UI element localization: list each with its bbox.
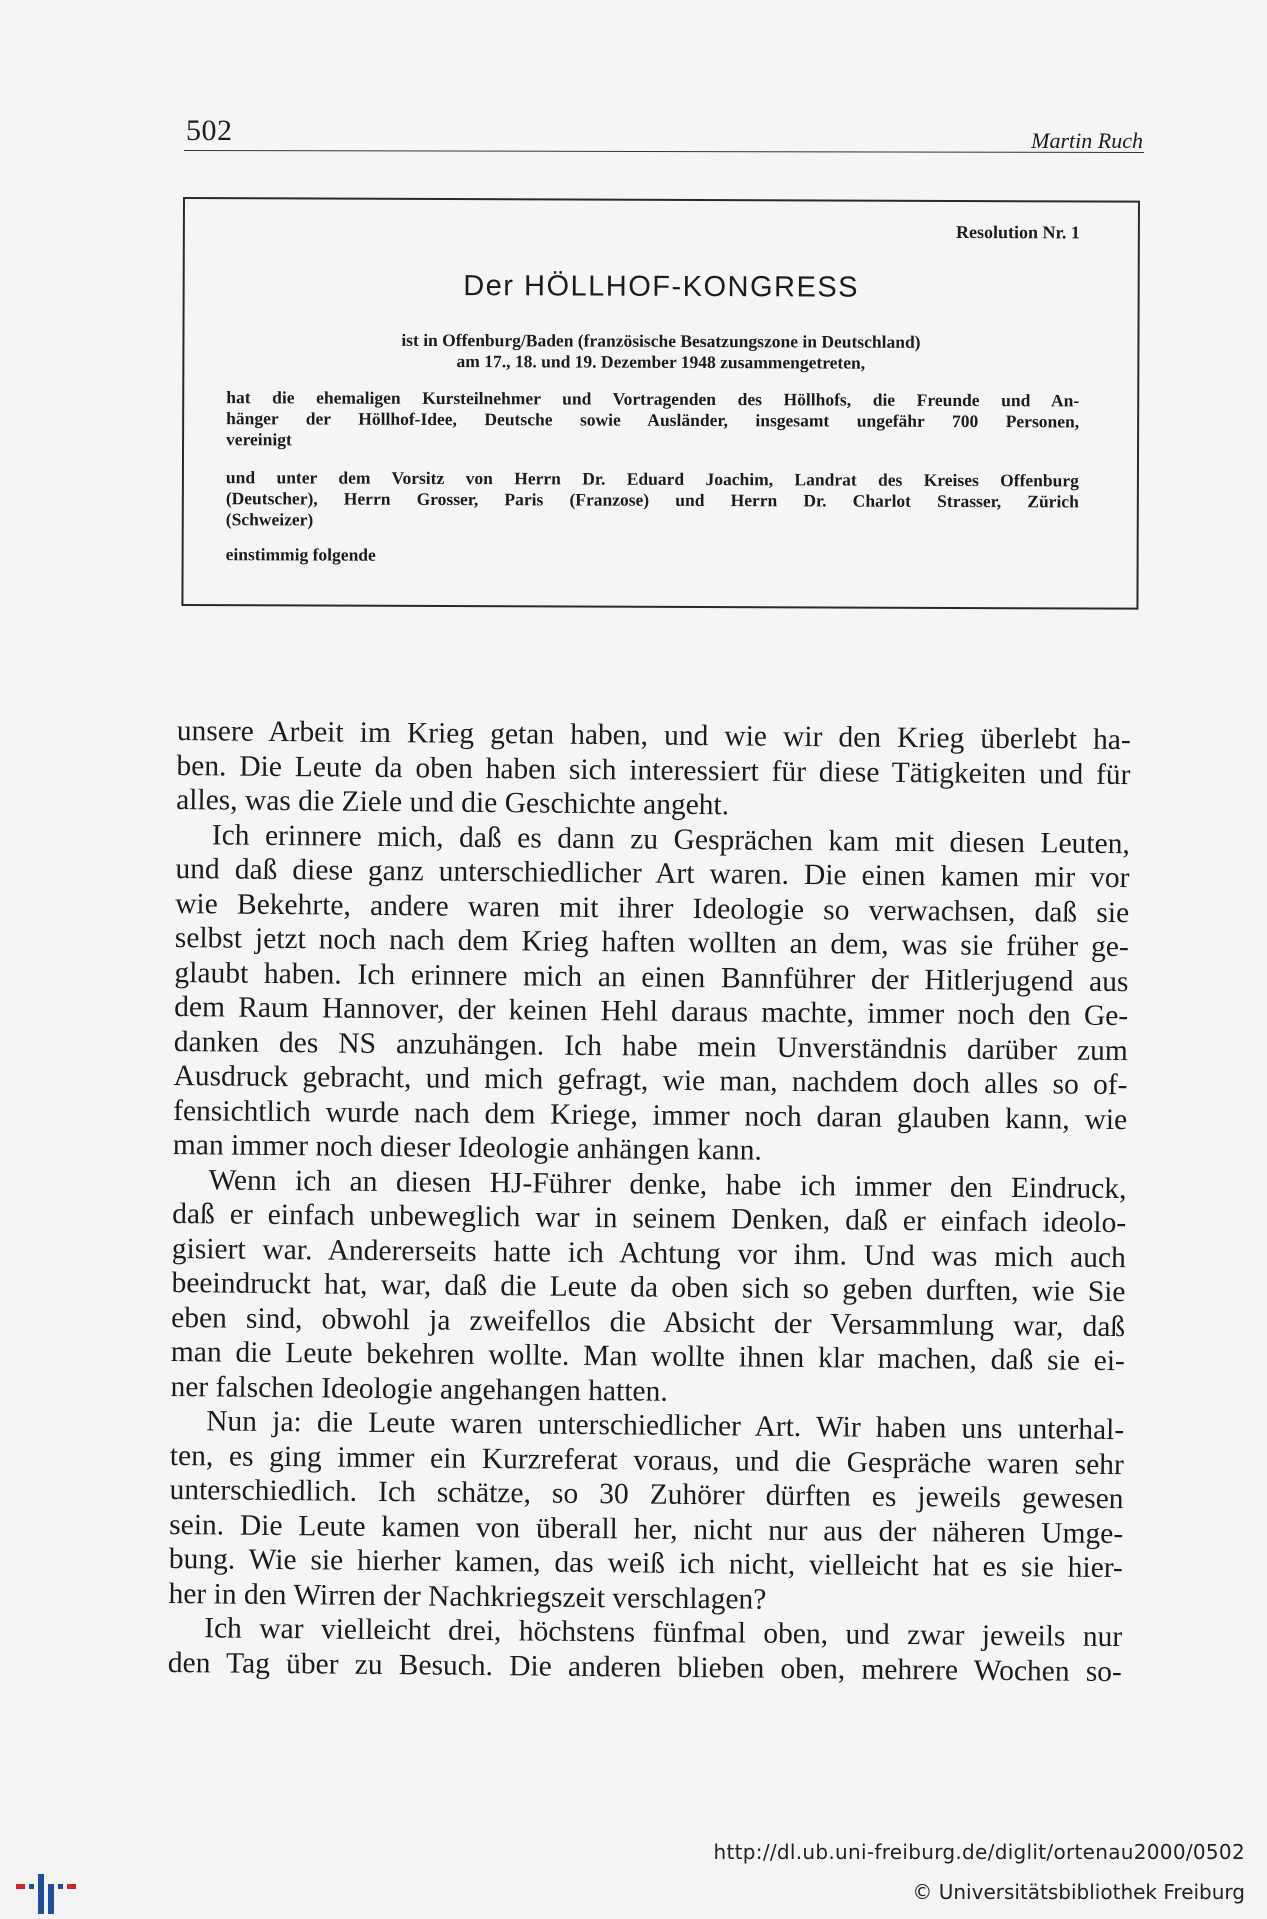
body-line: fensichtlich wurde nach dem Kriege, immer noch daran glauben kann, wie xyxy=(173,1094,1128,1136)
kongress-location-lines xyxy=(184,329,1137,375)
resolution-line: einstimmig folgende xyxy=(225,544,376,565)
resolution-line: (Deutscher), Herrn Grosser, Paris (Franzose) und Herrn Dr. Charlot Strasser, Zürich xyxy=(225,488,1079,512)
body-line: selbst jetzt noch nach dem Krieg haften wollten an dem, was sie früher ge- xyxy=(174,921,1129,964)
body-line: alles, was die Ziele und die Geschichte angeht. xyxy=(176,783,730,822)
body-line: sein. Die Leute kamen von überall her, nicht nur aus der näheren Umge- xyxy=(169,1508,1124,1550)
body-line: Wenn ich an diesen HJ-Führer denke, habe ich immer den Eindruck, xyxy=(208,1163,1127,1205)
ub-freiburg-logo-icon xyxy=(14,1870,84,1914)
body-line: und daß diese ganz unterschiedlicher Art waren. Die einen kamen mir vor xyxy=(175,852,1130,895)
copyright-notice: © Universitätsbibliothek Freiburg xyxy=(912,1880,1245,1904)
body-line: Ich war vielleicht drei, höchstens fünfmal oben, und zwar jeweils nur xyxy=(204,1612,1123,1654)
resolution-line: hänger der Höllhof-Idee, Deutsche sowie Ausländer, insgesamt ungefähr 700 Personen, xyxy=(226,408,1080,432)
body-line: gisiert war. Andererseits hatte ich Achtung vor ihm. Und was mich auch xyxy=(171,1232,1126,1274)
body-line: eben sind, obwohl ja zweifellos die Absicht der Versammlung war, daß xyxy=(171,1301,1126,1343)
body-line: man die Leute bekehren wollte. Man wollte ihnen klar machen, daß sie ei- xyxy=(170,1335,1125,1378)
running-head-author: Martin Ruch xyxy=(1031,128,1143,153)
body-line: her in den Wirren der Nachkriegszeit verschlagen? xyxy=(168,1577,767,1616)
body-line: ten, es ging immer ein Kurzreferat voraus, und die Gespräche waren sehr xyxy=(169,1439,1124,1481)
body-line: beeindruckt hat, war, daß die Leute da oben sich so geben durften, wie Sie xyxy=(171,1266,1126,1309)
body-line: Nun ja: die Leute waren unterschiedlicher Art. Wir haben uns unterhal- xyxy=(206,1405,1125,1447)
body-line: wie Bekehrte, andere waren mit ihrer Ideologie so verwachsen, daß sie xyxy=(175,887,1130,929)
page-number: 502 xyxy=(186,114,233,147)
resolution-line: hat die ehemaligen Kursteilnehmer und Vortragenden des Höllhofs, die Freunde und An- xyxy=(226,387,1080,411)
body-line: unsere Arbeit im Krieg getan haben, und wie wir den Krieg überlebt ha- xyxy=(176,714,1131,757)
resolution-line: und unter dem Vorsitz von Herrn Dr. Eduard Joachim, Landrat des Kreises Offenburg xyxy=(225,467,1079,491)
resolution-line: vereinigt xyxy=(226,429,292,450)
permalink-url[interactable]: http://dl.ub.uni-freiburg.de/diglit/ortenau2000/0502 xyxy=(713,1840,1245,1864)
body-line: dem Raum Hannover, der keinen Hehl daraus machte, immer noch den Ge- xyxy=(174,990,1129,1033)
body-line: bung. Wie sie hierher kamen, das weiß ich nicht, vielleicht hat es sie hier- xyxy=(168,1542,1123,1585)
body-line: unterschiedlich. Ich schätze, so 30 Zuhörer dürften es jeweils gewesen xyxy=(169,1473,1124,1516)
header-rule xyxy=(184,150,1144,153)
body-line: daß er einfach unbeweglich war in seinem Denken, daß er einfach ideolo- xyxy=(172,1197,1127,1240)
body-line: Ausdruck gebracht, und mich gefragt, wie man, nachdem doch alles so of- xyxy=(173,1059,1128,1102)
body-text xyxy=(168,714,1131,1689)
body-line: Ich erinnere mich, daß es dann zu Gesprächen kam mit diesen Leuten, xyxy=(211,818,1130,860)
resolution-line: (Schweizer) xyxy=(225,509,314,530)
resolution-paragraph-chair xyxy=(226,467,1079,533)
resolution-number: Resolution Nr. 1 xyxy=(955,221,1080,243)
body-line: den Tag über zu Besuch. Die anderen blieben oben, mehrere Wochen so- xyxy=(167,1646,1123,1688)
resolution-paragraph-closing xyxy=(226,544,1079,568)
kongress-line: am 17., 18. und 19. Dezember 1948 zusammengetreten, xyxy=(456,351,866,373)
body-line: ben. Die Leute da oben haben sich interessiert für diese Tätigkeiten und für xyxy=(176,749,1131,791)
resolution-box xyxy=(181,197,1140,610)
body-line: glaubt haben. Ich erinnere mich an einen Bannführer der Hitlerjugend aus xyxy=(174,956,1129,998)
resolution-paragraph-participants xyxy=(226,387,1079,453)
body-line: man immer noch dieser Ideologie anhängen kann. xyxy=(172,1128,762,1167)
body-line: ner falschen Ideologie angehangen hatten. xyxy=(170,1370,668,1408)
kongress-line: ist in Offenburg/Baden (französische Besatzungszone in Deutschland) xyxy=(401,329,921,352)
kongress-title: Der HÖLLHOF-KONGRESS xyxy=(463,270,860,304)
viewer-footer xyxy=(0,1830,1267,1919)
body-line: danken des NS anzuhängen. Ich habe mein Unverständnis darüber zum xyxy=(173,1025,1128,1067)
